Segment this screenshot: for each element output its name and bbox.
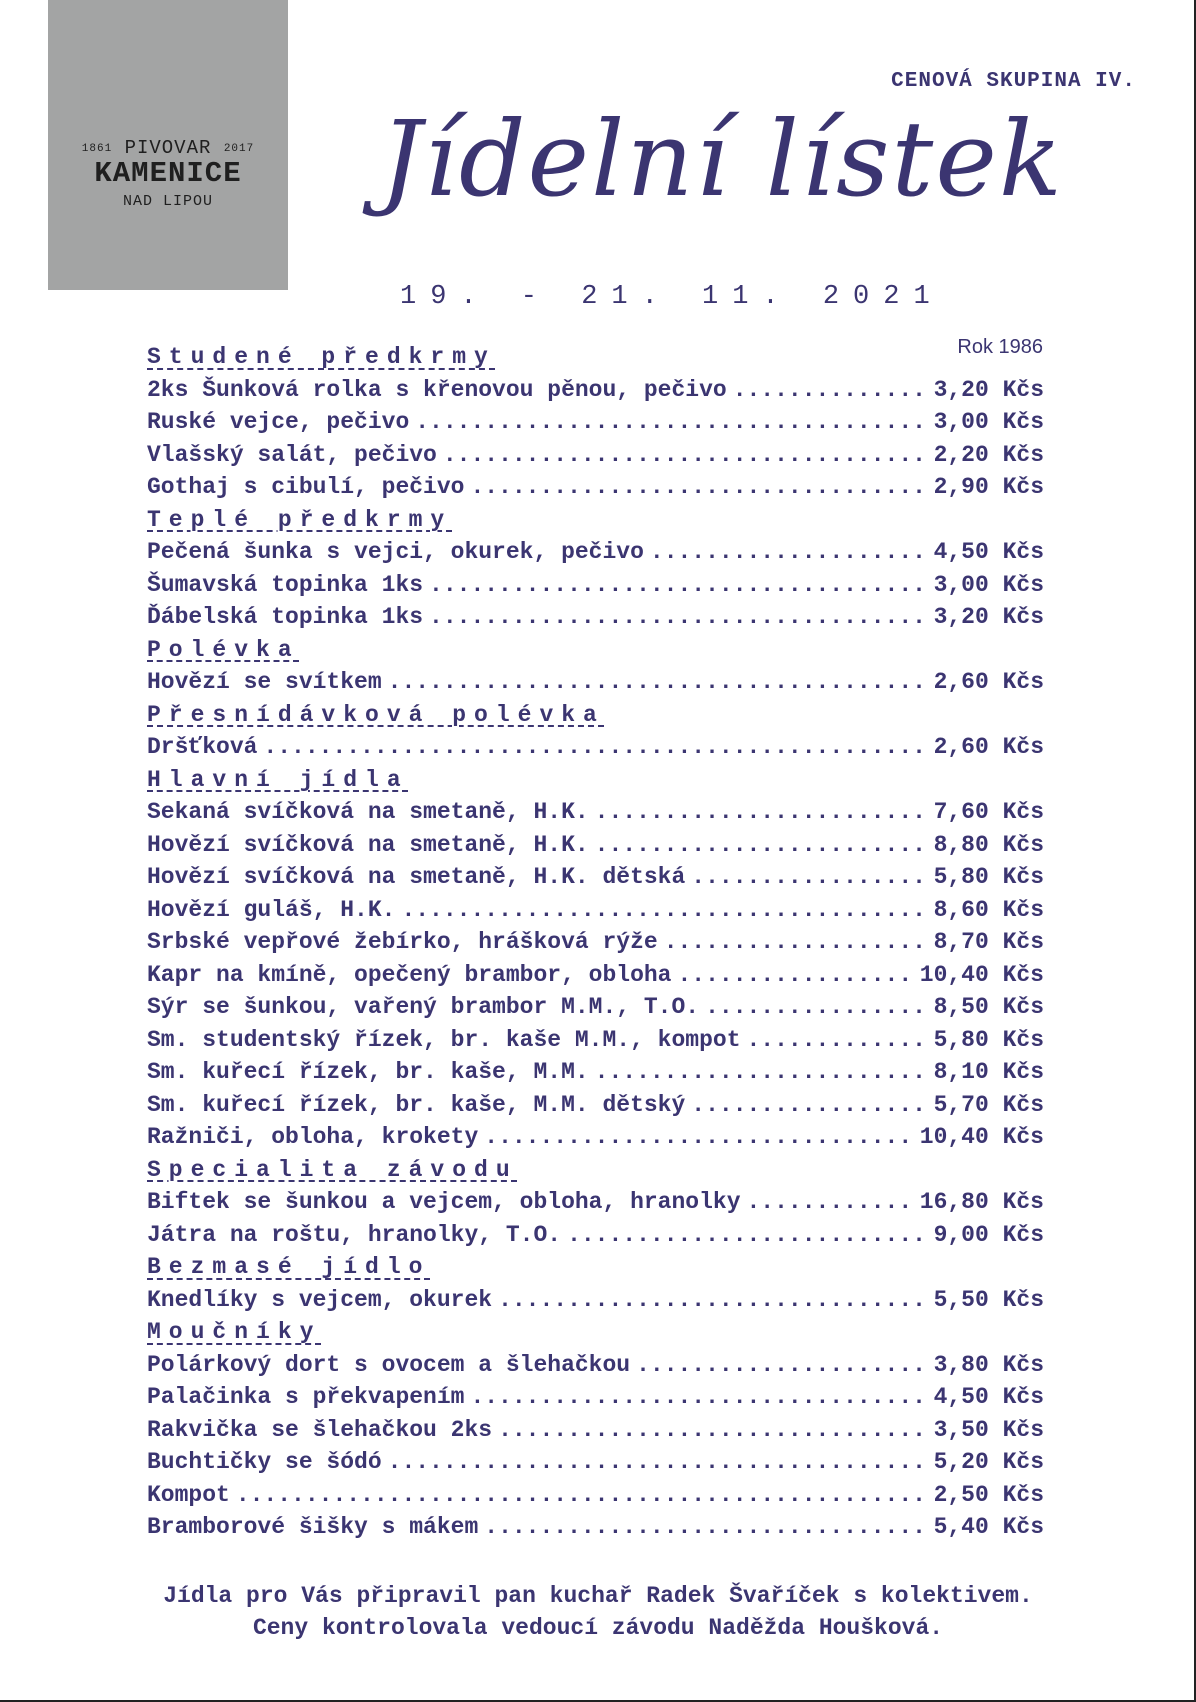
dot-leader	[650, 536, 928, 569]
menu-item-name: Vlašský salát, pečivo	[147, 441, 437, 468]
menu-item	[147, 569, 1044, 602]
dot-leader	[470, 1381, 927, 1414]
menu-item-name: Sekaná svíčková na smetaně, H.K.	[147, 799, 589, 825]
menu-item	[147, 1446, 1044, 1479]
dot-leader	[415, 406, 927, 439]
logo-brand-sub: NAD LIPOU	[122, 193, 213, 210]
menu-item-name: Gothaj s cibulí, pečivo	[147, 474, 465, 500]
menu-item	[147, 861, 1044, 894]
menu-item-name: 2ks Šunková rolka s křenovou pěnou, pečivo	[147, 376, 727, 403]
menu-item	[147, 796, 1044, 829]
menu-item	[147, 1479, 1044, 1512]
dot-leader	[747, 1024, 928, 1057]
menu-item	[147, 1089, 1044, 1122]
menu-item-price: 3,00 Kčs	[933, 409, 1044, 435]
menu-item	[147, 536, 1044, 569]
menu-item	[147, 471, 1044, 504]
menu-item-price: 10,40 Kčs	[919, 961, 1044, 988]
dot-leader	[733, 374, 928, 407]
menu-item	[147, 1219, 1044, 1252]
dot-leader	[636, 1349, 927, 1382]
menu-item-price: 8,60 Kčs	[933, 896, 1044, 923]
logo-year-left: 1861	[81, 143, 113, 155]
menu-item-price: 8,70 Kčs	[933, 929, 1044, 955]
section-heading: Studené předkrmy	[147, 344, 496, 370]
menu-item-price: 3,00 Kčs	[933, 571, 1044, 598]
footer-line-prices: Ceny kontrolovala vedoucí závodu Naděžda Houšková.	[252, 1615, 944, 1641]
logo-brand-main: KAMENICE	[94, 157, 242, 190]
section-heading: Polévka	[147, 636, 300, 663]
dot-leader	[747, 1186, 914, 1219]
menu-item-price: 16,80 Kčs	[919, 1189, 1044, 1215]
menu-item-price: 8,50 Kčs	[933, 994, 1044, 1020]
menu-item	[147, 406, 1044, 439]
menu-item	[147, 1284, 1044, 1317]
menu-item	[147, 991, 1044, 1024]
footer	[0, 1580, 1196, 1644]
menu-item-name: Palačinka s překvapením	[147, 1384, 465, 1410]
menu-date: 19. - 21. 11. 2021	[400, 282, 944, 312]
menu-item-name: Ďábelská topinka 1ks	[147, 604, 424, 630]
dot-leader	[388, 1446, 928, 1479]
menu-item-name: Játra na roštu, hranolky, T.O.	[147, 1221, 562, 1248]
menu-item	[147, 1056, 1044, 1089]
menu-item-price: 7,60 Kčs	[933, 799, 1044, 825]
dot-leader	[236, 1479, 928, 1512]
menu-item-price: 4,50 Kčs	[933, 1384, 1044, 1410]
dot-leader	[388, 666, 928, 699]
menu-item-name: Sm. kuřecí řízek, br. kaše, M.M. dětský	[147, 1091, 686, 1118]
dot-leader	[691, 1089, 927, 1122]
menu-item-price: 2,60 Kčs	[933, 669, 1044, 695]
menu-item-name: Hovězí se svítkem	[147, 669, 382, 695]
menu-item-price: 8,80 Kčs	[933, 831, 1044, 858]
dot-leader	[691, 861, 927, 894]
menu-list	[147, 341, 1044, 1544]
menu-item-name: Kapr na kmíně, opečený brambor, obloha	[147, 961, 672, 988]
menu-item	[147, 829, 1044, 862]
menu-item-name: Bramborové šišky s mákem	[147, 1514, 479, 1540]
logo-brand-top-text: PIVOVAR	[124, 137, 212, 159]
dot-leader	[595, 1056, 928, 1089]
menu-item-price: 3,80 Kčs	[933, 1351, 1044, 1378]
dot-leader	[484, 1511, 927, 1544]
menu-item-price: 2,90 Kčs	[933, 474, 1044, 500]
menu-item-price: 4,50 Kčs	[933, 539, 1044, 565]
menu-item-name: Sýr se šunkou, vařený brambor M.M., T.O.	[147, 994, 700, 1020]
footer-line-chef: Jídla pro Vás připravil pan kuchař Radek Švaříček s kolektivem.	[163, 1583, 1033, 1609]
menu-item	[147, 1024, 1044, 1057]
dot-leader	[498, 1414, 928, 1447]
menu-item	[147, 1381, 1044, 1414]
menu-item	[147, 731, 1044, 764]
menu-item	[147, 1186, 1044, 1219]
menu-item-price: 5,50 Kčs	[933, 1286, 1044, 1313]
logo-brand-top	[48, 137, 288, 159]
menu-item-price: 5,80 Kčs	[933, 864, 1044, 890]
section-heading: Moučníky	[147, 1319, 322, 1345]
price-group: CENOVÁ SKUPINA IV.	[891, 70, 1136, 93]
menu-item	[147, 894, 1044, 927]
dot-leader	[567, 1219, 928, 1252]
menu-item	[147, 1121, 1044, 1154]
menu-item-price: 3,50 Kčs	[933, 1416, 1044, 1443]
dot-leader	[484, 1121, 914, 1154]
menu-item-name: Ruské vejce, pečivo	[147, 409, 410, 435]
dot-leader	[498, 1284, 928, 1317]
menu-item-name: Dršťková	[147, 734, 258, 760]
menu-item	[147, 1349, 1044, 1382]
menu-item-price: 3,20 Kčs	[933, 604, 1044, 630]
menu-item-name: Hovězí svíčková na smetaně, H.K.	[147, 831, 589, 858]
menu-item-price: 5,70 Kčs	[933, 1091, 1044, 1118]
menu-item	[147, 439, 1044, 472]
section-heading: Hlavní jídla	[147, 766, 409, 793]
logo-year-right: 2017	[223, 143, 255, 155]
menu-item-price: 5,20 Kčs	[933, 1449, 1044, 1475]
menu-item-name: Sm. studentský řízek, br. kaše M.M., kompot	[147, 1026, 741, 1053]
page-title: Jídelní lístek	[380, 98, 1064, 220]
menu-item	[147, 666, 1044, 699]
menu-item-name: Knedlíky s vejcem, okurek	[147, 1286, 493, 1313]
menu-item-name: Pečená šunka s vejci, okurek, pečivo	[147, 539, 644, 565]
menu-item-price: 8,10 Kčs	[933, 1059, 1044, 1085]
menu-item	[147, 374, 1044, 407]
section-heading: Teplé předkrmy	[147, 506, 453, 533]
menu-item-name: Hovězí guláš, H.K.	[147, 896, 396, 923]
section-heading: Přesnídávková polévka	[147, 701, 605, 728]
menu-item	[147, 601, 1044, 634]
dot-leader	[595, 796, 928, 829]
dot-leader	[470, 471, 927, 504]
menu-item-name: Srbské vepřové žebírko, hrášková rýže	[147, 929, 658, 955]
section-heading: Bezmasé jídlo	[147, 1254, 431, 1280]
menu-item-name: Biftek se šunkou a vejcem, obloha, hranolky	[147, 1189, 741, 1215]
menu-item-name: Ražniči, obloha, krokety	[147, 1124, 479, 1150]
dot-leader	[443, 439, 928, 472]
dot-leader	[664, 926, 928, 959]
dot-leader	[429, 601, 928, 634]
dot-leader	[429, 569, 928, 602]
menu-item	[147, 926, 1044, 959]
dot-leader	[595, 829, 928, 862]
menu-item-price: 10,40 Kčs	[919, 1124, 1044, 1150]
brewery-logo	[48, 0, 288, 290]
menu-item-price: 5,80 Kčs	[933, 1026, 1044, 1053]
menu-item-price: 2,60 Kčs	[933, 734, 1044, 760]
section-heading: Specialita závodu	[147, 1156, 518, 1183]
menu-item-name: Rakvička se šlehačkou 2ks	[147, 1416, 493, 1443]
dot-leader	[401, 894, 927, 927]
menu-item-price: 3,20 Kčs	[933, 376, 1044, 403]
menu-item-name: Sm. kuřecí řízek, br. kaše, M.M.	[147, 1059, 589, 1085]
menu-item	[147, 1511, 1044, 1544]
year-note: Rok 1986	[957, 336, 1043, 358]
menu-item	[147, 1414, 1044, 1447]
menu-item-price: 9,00 Kčs	[933, 1221, 1044, 1248]
menu-item-name: Hovězí svíčková na smetaně, H.K. dětská	[147, 864, 686, 890]
dot-leader	[263, 731, 927, 764]
menu-item-name: Buchtičky se šódó	[147, 1449, 382, 1475]
menu-item-price: 2,50 Kčs	[933, 1481, 1044, 1508]
menu-item-price: 2,20 Kčs	[933, 441, 1044, 468]
menu-item-name: Šumavská topinka 1ks	[147, 571, 424, 598]
dot-leader	[705, 991, 927, 1024]
menu-item	[147, 959, 1044, 992]
menu-item-name: Polárkový dort s ovocem a šlehačkou	[147, 1351, 631, 1378]
menu-item-name: Kompot	[147, 1481, 230, 1508]
menu-item-price: 5,40 Kčs	[933, 1514, 1044, 1540]
dot-leader	[678, 959, 914, 992]
